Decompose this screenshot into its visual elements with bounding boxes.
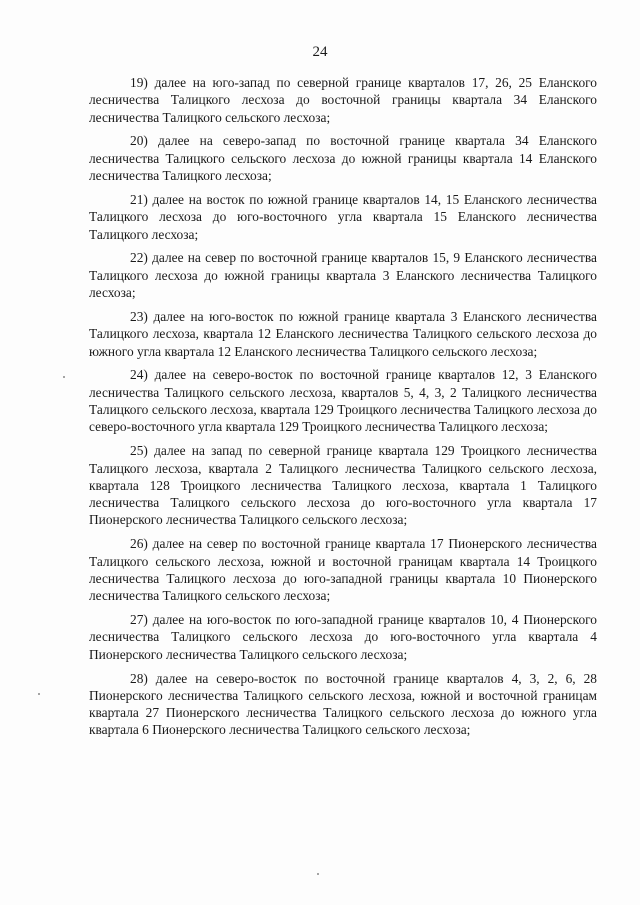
- paragraph-19: 19) далее на юго-запад по северной границе кварталов 17, 26, 25 Еланского лесничества Талицкого лесхоза до восточной границы квартала 34 Еланского лесничества Талицкого сельского лесхоза;: [89, 75, 597, 125]
- paragraph-25: 25) далее на запад по северной границе квартала 129 Троицкого лесничества Талицкого лесхоза, квартала 2 Талицкого лесничества Талицкого сельского лесхоза, квартала 128 Троицкого лесничества Талицкого лесхоза, квартала 1 Талицкого лесничества Талицкого сельского лесхоза до юго-восточного угла квартала 17 Пионерского лесничества Талицкого сельского лесхоза;: [89, 443, 597, 528]
- scan-speck: [38, 693, 40, 695]
- scan-speck: [63, 376, 65, 378]
- paragraph-28: 28) далее на северо-восток по восточной границе кварталов 4, 3, 2, 6, 28 Пионерского лесничества Талицкого сельского лесхоза, южной и восточной границам квартала 27 Пионерского лесничества Талицкого сельского лесхоза до южного угла квартала 6 Пионерского лесничества Талицкого сельского лесхоза;: [89, 670, 597, 738]
- paragraph-27: 27) далее на юго-восток по юго-западной границе кварталов 10, 4 Пионерского лесничества Талицкого сельского лесхоза до юго-восточного угла квартала 4 Пионерского лесничества Талицкого сельского лесхоза;: [89, 612, 597, 662]
- page-body: [89, 74, 597, 745]
- paragraph-22: 22) далее на север по восточной границе кварталов 15, 9 Еланского лесничества Талицкого лесхоза до южной границы квартала 3 Еланского лесничества Талицкого лесхоза;: [89, 250, 597, 301]
- scan-speck: [317, 873, 319, 875]
- paragraph-26: 26) далее на север по восточной границе квартала 17 Пионерского лесничества Талицкого сельского лесхоза, южной и восточной границам квартала 14 Троицкого лесничества Талицкого лесхоза до юго-западной границы квартала 10 Пионерского лесничества Талицкого сельского лесхоза;: [89, 536, 597, 604]
- paragraph-24: 24) далее на северо-восток по восточной границе кварталов 12, 3 Еланского лесничества Талицкого сельского лесхоза, кварталов 5, 4, 3, 2 Талицкого лесничества Талицкого сельского лесхоза, квартала 129 Троицкого лесничества Талицкого лесхоза до северо-восточного угла квартала 129 Троицкого лесничества Талицкого лесхоза;: [89, 367, 597, 435]
- paragraph-23: 23) далее на юго-восток по южной границе квартала 3 Еланского лесничества Талицкого лесхоза, квартала 12 Еланского лесничества Талицкого сельского лесхоза до южного угла квартала 12 Еланского лесничества Талицкого сельского лесхоза;: [89, 308, 597, 359]
- page-number: 24: [312, 44, 328, 60]
- paragraph-21: 21) далее на восток по южной границе кварталов 14, 15 Еланского лесничества Талицкого лесхоза до юго-восточного угла квартала 15 Еланского лесничества Талицкого лесхоза;: [89, 191, 597, 242]
- paragraph-20: 20) далее на северо-запад по восточной границе квартала 34 Еланского лесничества Талицкого сельского лесхоза до южной границы квартала 14 Еланского лесничества Талицкого лесхоза;: [89, 133, 597, 184]
